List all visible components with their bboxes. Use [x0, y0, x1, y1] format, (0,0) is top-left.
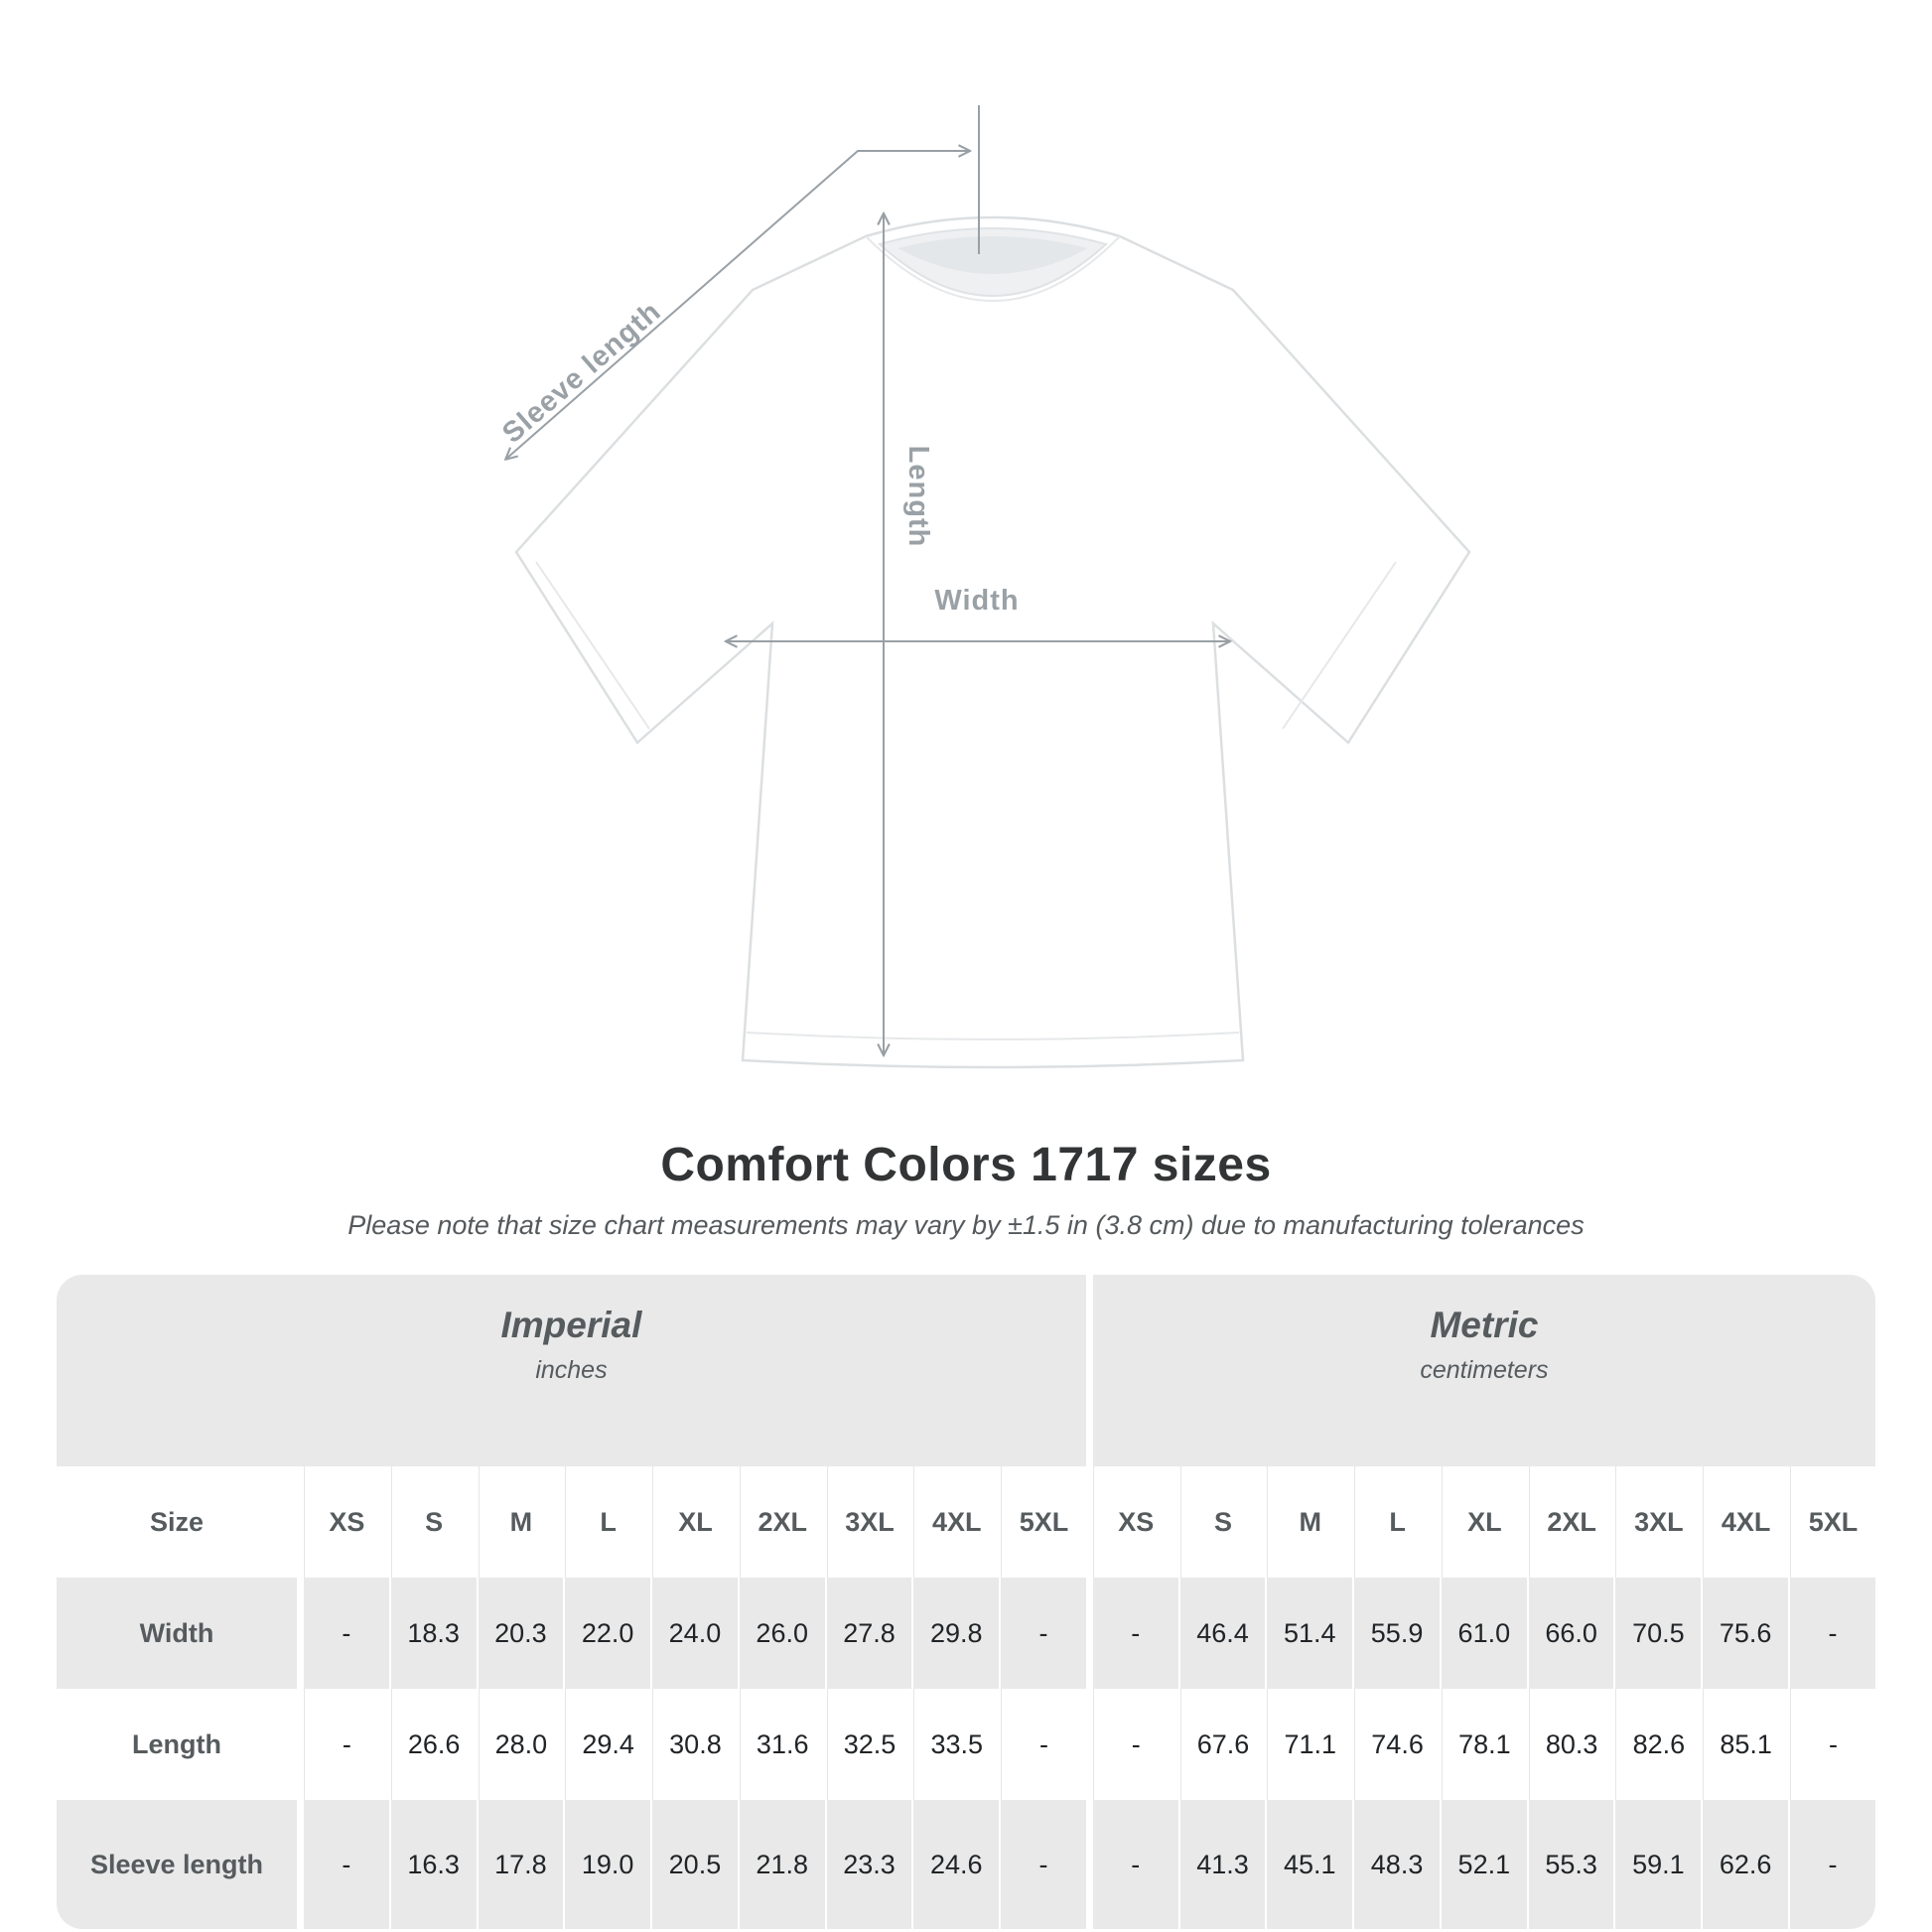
value-cell: 21.8 [740, 1800, 825, 1929]
value-cell: 59.1 [1615, 1800, 1701, 1929]
value-cell: - [1790, 1800, 1875, 1929]
value-cell: - [1093, 1800, 1178, 1929]
value-cell: 20.5 [652, 1800, 738, 1929]
value-cell: - [1093, 1689, 1178, 1800]
metric-group-unit: centimeters [1420, 1356, 1549, 1384]
sleeve-length-row [57, 1800, 1875, 1929]
size-chart-table [55, 1275, 1877, 1929]
value-cell: 71.1 [1267, 1689, 1352, 1800]
value-cell: 70.5 [1615, 1578, 1701, 1689]
imperial-group-title: Imperial [500, 1305, 642, 1345]
value-cell: 85.1 [1703, 1689, 1788, 1800]
value-cell: 55.3 [1529, 1800, 1614, 1929]
value-cell: 45.1 [1267, 1800, 1352, 1929]
value-cell: 30.8 [652, 1689, 738, 1800]
sleeve-length-label: Sleeve length [496, 295, 668, 450]
size-header-cell: M [1267, 1466, 1352, 1578]
value-cell: 33.5 [913, 1689, 999, 1800]
value-cell: - [304, 1578, 389, 1689]
value-cell: 26.6 [391, 1689, 477, 1800]
value-cell: 41.3 [1180, 1800, 1266, 1929]
size-header-cell: XL [1442, 1466, 1527, 1578]
value-cell: 24.0 [652, 1578, 738, 1689]
value-cell: - [1001, 1800, 1086, 1929]
size-column-header: Size [57, 1466, 297, 1578]
size-header-cell: S [391, 1466, 477, 1578]
size-header-cell: 2XL [740, 1466, 825, 1578]
value-cell: 19.0 [565, 1800, 650, 1929]
value-cell: 26.0 [740, 1578, 825, 1689]
width-label: Width [934, 585, 1020, 617]
value-cell: 80.3 [1529, 1689, 1614, 1800]
value-cell: 27.8 [827, 1578, 912, 1689]
value-cell: 67.6 [1180, 1689, 1266, 1800]
value-cell: 74.6 [1354, 1689, 1440, 1800]
value-cell: - [1001, 1689, 1086, 1800]
imperial-group-unit: inches [535, 1356, 608, 1384]
value-cell: 46.4 [1180, 1578, 1266, 1689]
size-header-cell: 4XL [1703, 1466, 1788, 1578]
size-header-cell: 2XL [1529, 1466, 1614, 1578]
value-cell: 78.1 [1442, 1689, 1527, 1800]
value-cell: 17.8 [479, 1800, 564, 1929]
size-header-cell: L [1354, 1466, 1440, 1578]
size-header-cell: S [1180, 1466, 1266, 1578]
value-cell: 20.3 [479, 1578, 564, 1689]
value-cell: 51.4 [1267, 1578, 1352, 1689]
size-header-cell: L [565, 1466, 650, 1578]
row-label-width: Width [57, 1578, 297, 1689]
unit-group-row [57, 1275, 1875, 1466]
size-header-cell: 4XL [913, 1466, 999, 1578]
value-cell: 22.0 [565, 1578, 650, 1689]
group-gap [299, 1578, 302, 1689]
value-cell: 75.6 [1703, 1578, 1788, 1689]
group-gap [299, 1800, 302, 1929]
imperial-group-header [57, 1275, 1086, 1466]
value-cell: 24.6 [913, 1800, 999, 1929]
tolerance-note: Please note that size chart measurements may vary by ±1.5 in (3.8 cm) due to manufacturing tolerances [347, 1210, 1585, 1240]
value-cell: 23.3 [827, 1800, 912, 1929]
metric-group-header [1093, 1275, 1875, 1466]
value-cell: 66.0 [1529, 1578, 1614, 1689]
size-table [55, 1275, 1877, 1929]
length-label: Length [902, 445, 934, 548]
width-row [57, 1578, 1875, 1689]
value-cell: - [1790, 1689, 1875, 1800]
group-gap [1088, 1578, 1091, 1689]
group-gap [299, 1689, 302, 1800]
value-cell: - [1093, 1578, 1178, 1689]
value-cell: 62.6 [1703, 1800, 1788, 1929]
value-cell: 29.4 [565, 1689, 650, 1800]
size-header-cell: XL [652, 1466, 738, 1578]
value-cell: 16.3 [391, 1800, 477, 1929]
size-header-row [57, 1466, 1875, 1578]
group-gap [1088, 1275, 1091, 1466]
value-cell: 55.9 [1354, 1578, 1440, 1689]
group-gap [1088, 1689, 1091, 1800]
length-row [57, 1689, 1875, 1800]
value-cell: 52.1 [1442, 1800, 1527, 1929]
metric-group-title: Metric [1430, 1305, 1539, 1345]
size-header-cell: XS [304, 1466, 389, 1578]
page-title: Comfort Colors 1717 sizes [660, 1139, 1272, 1191]
row-label-length: Length [57, 1689, 297, 1800]
value-cell: 82.6 [1615, 1689, 1701, 1800]
value-cell: 31.6 [740, 1689, 825, 1800]
value-cell: 18.3 [391, 1578, 477, 1689]
value-cell: 48.3 [1354, 1800, 1440, 1929]
row-label-sleeve-length: Sleeve length [57, 1800, 297, 1929]
size-header-cell: 5XL [1790, 1466, 1875, 1578]
size-header-cell: 3XL [1615, 1466, 1701, 1578]
value-cell: 28.0 [479, 1689, 564, 1800]
value-cell: 61.0 [1442, 1578, 1527, 1689]
value-cell: 29.8 [913, 1578, 999, 1689]
value-cell: - [304, 1800, 389, 1929]
value-cell: - [1790, 1578, 1875, 1689]
group-gap [299, 1466, 302, 1578]
value-cell: 32.5 [827, 1689, 912, 1800]
group-gap [1088, 1800, 1091, 1929]
caption-block [0, 1138, 1932, 1241]
value-cell: - [1001, 1578, 1086, 1689]
size-header-cell: XS [1093, 1466, 1178, 1578]
size-header-cell: M [479, 1466, 564, 1578]
group-gap [1088, 1466, 1091, 1578]
size-header-cell: 3XL [827, 1466, 912, 1578]
value-cell: - [304, 1689, 389, 1800]
size-header-cell: 5XL [1001, 1466, 1086, 1578]
